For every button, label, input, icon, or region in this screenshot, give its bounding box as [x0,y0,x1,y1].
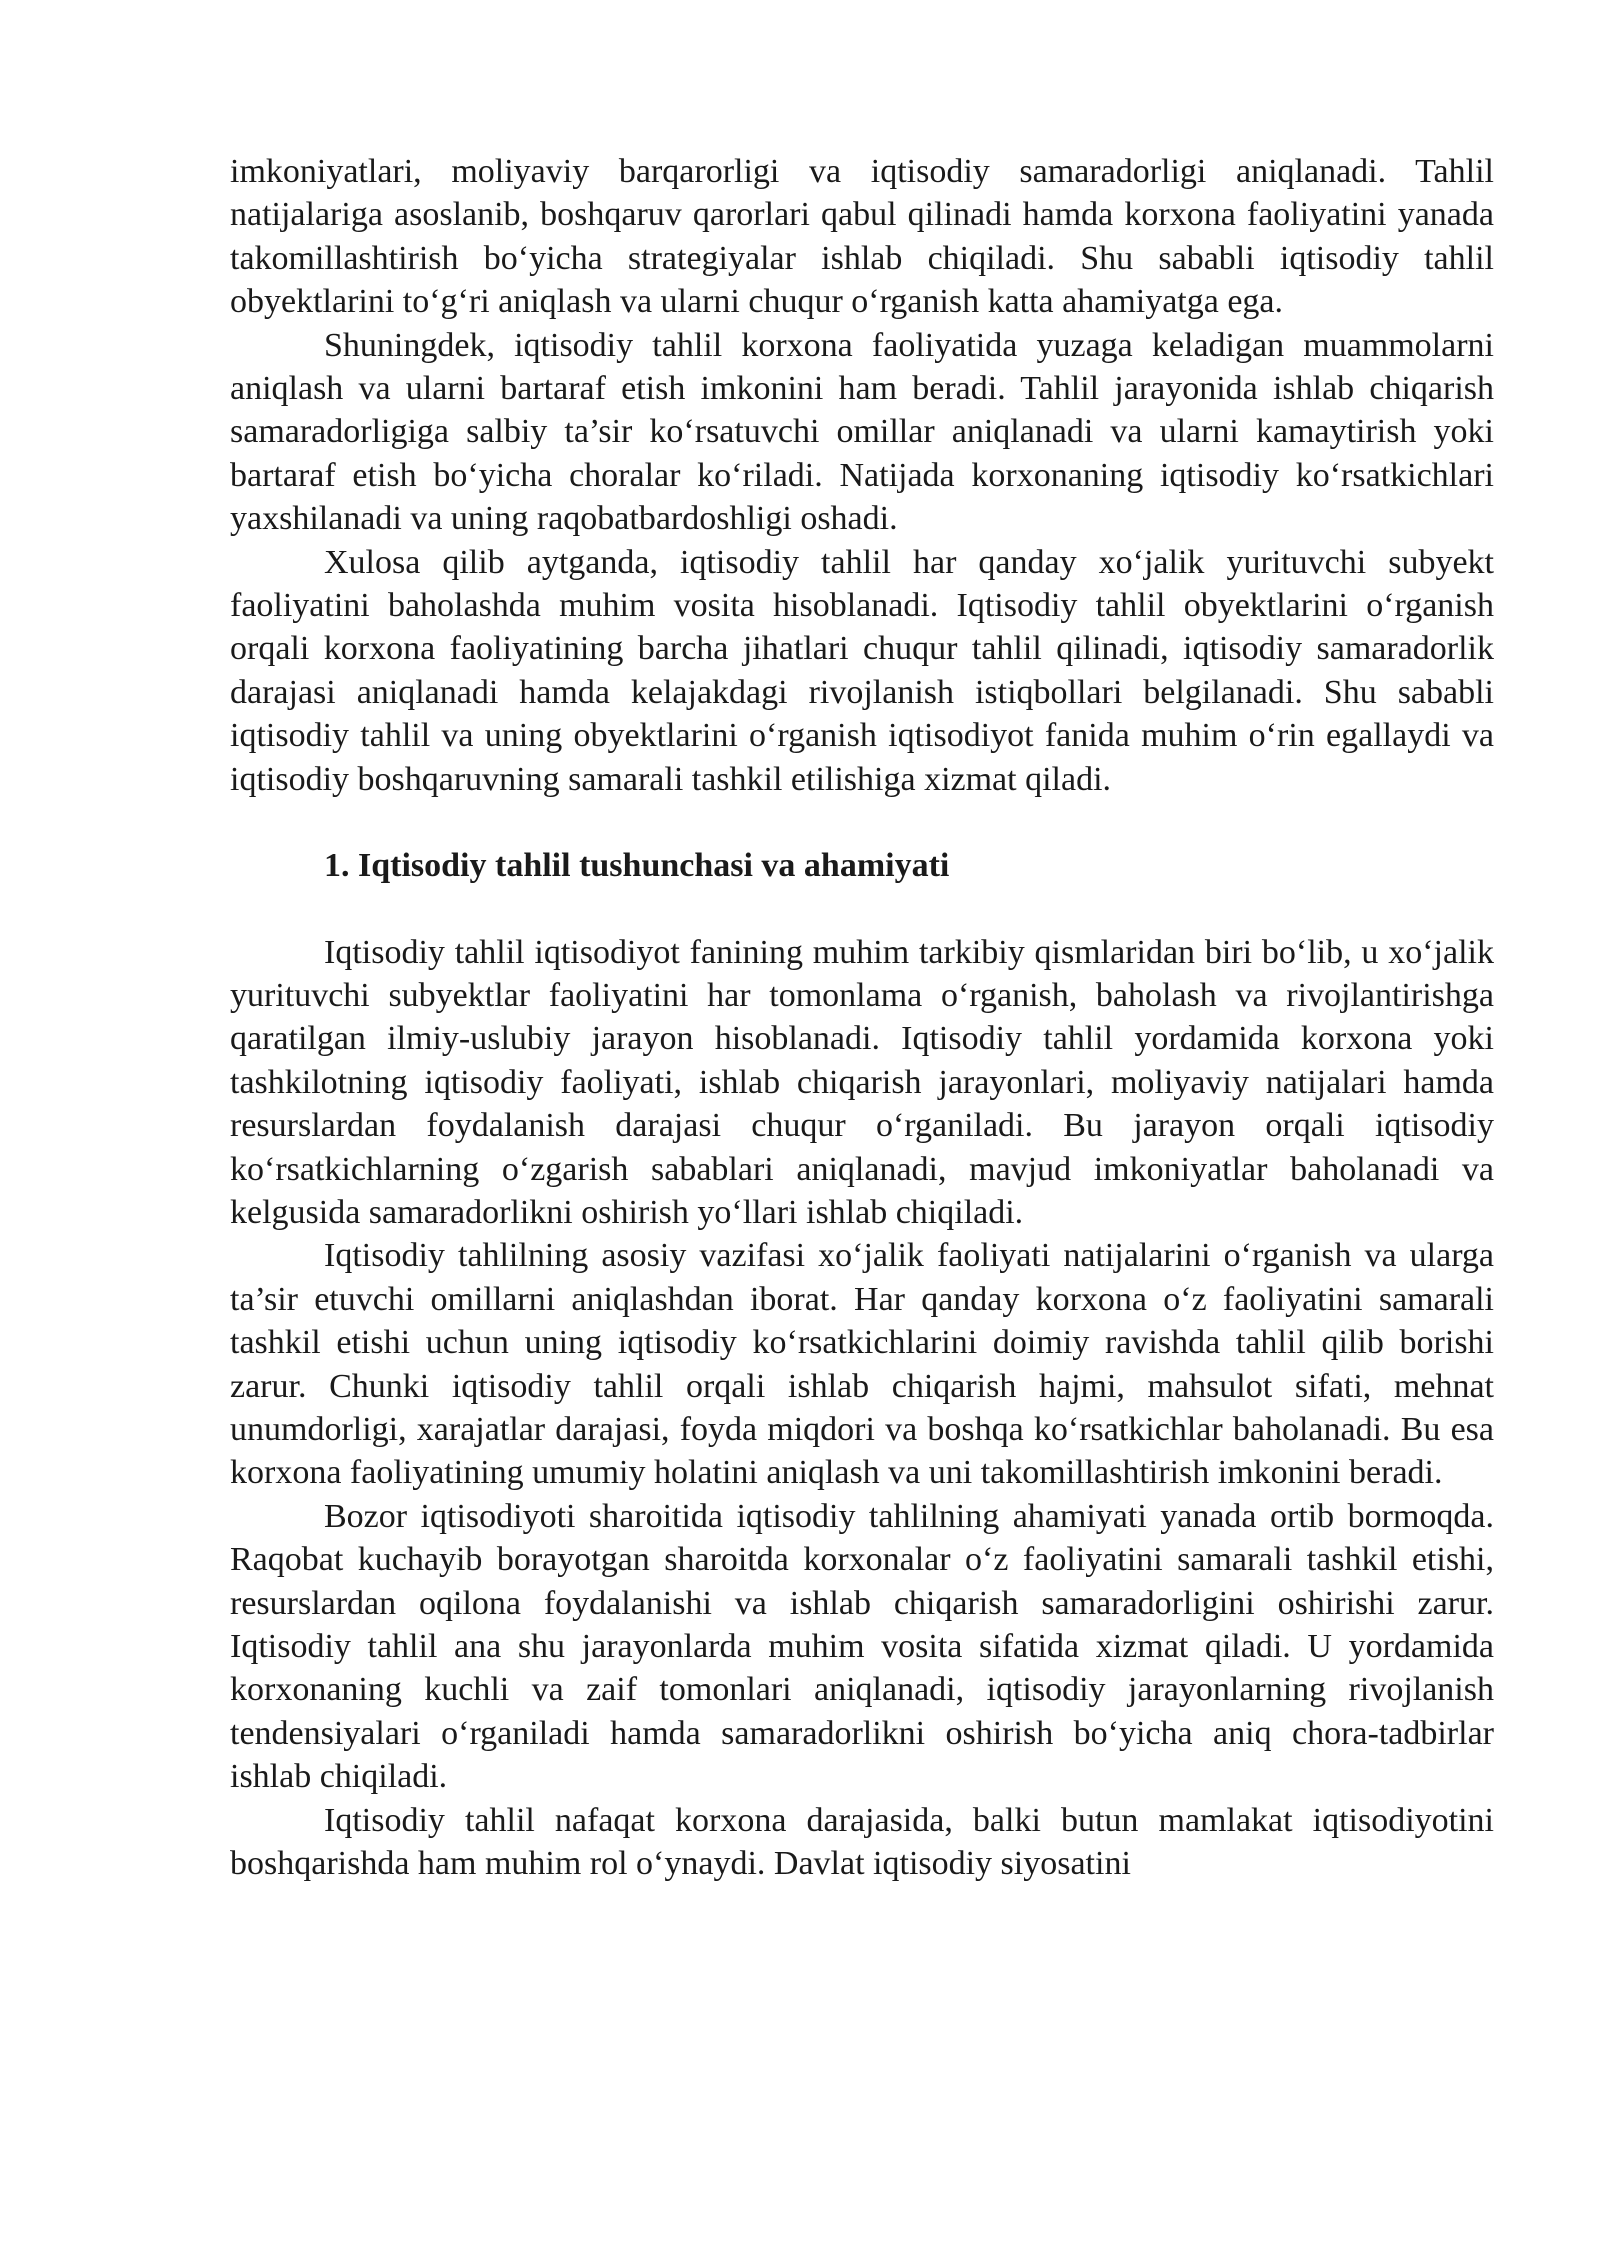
paragraph-definition: Iqtisodiy tahlil iqtisodiyot fanining muhim tarkibiy qismlaridan biri bo‘lib, u xo‘jalik yurituvchi subyektlar faoliyatini har tomonlama o‘rganish, baholash va rivojlantirishga qaratilgan ilmiy-uslubiy jarayon hisoblanadi. Iqtisodiy tahlil yordamida korxona yoki tashkilotning iqtisodiy faoliyati, ishlab chiqarish jarayonlari, moliyaviy natijalari hamda resurslardan foydalanish darajasi chuqur o‘rganiladi. Bu jarayon orqali iqtisodiy ko‘rsatkichlarning o‘zgarish sabablari aniqlanadi, mavjud imkoniyatlar baholanadi va kelgusida samaradorlikni oshirish yo‘llari ishlab chiqiladi. [230,933,1494,1231]
paragraph-conclusion: Xulosa qilib aytganda, iqtisodiy tahlil har qanday xo‘jalik yurituvchi subyekt faoliyatini baholashda muhim vosita hisoblanadi. Iqtisodiy tahlil obyektlarini o‘rganish orqali korxona faoliyatining barcha jihatlari chuqur tahlil qilinadi, iqtisodiy samaradorlik darajasi aniqlanadi hamda kelajakdagi rivojlanish istiqbollari belgilanadi. Shu sababli iqtisodiy tahlil va uning obyektlarini o‘rganish iqtisodiyot fanida muhim o‘rin egallaydi va iqtisodiy boshqaruvning samarali tashkil etilishiga xizmat qiladi. [230,543,1494,798]
paragraph-main-task: Iqtisodiy tahlilning asosiy vazifasi xo‘jalik faoliyati natijalarini o‘rganish va ularga ta’sir etuvchi omillarni aniqlashdan iborat. Har qanday korxona o‘z faoliyatini samarali tashkil etishi uchun uning iqtisodiy ko‘rsatkichlarini doimiy ravishda tahlil qilib borishi zarur. Chunki iqtisodiy tahlil orqali ishlab chiqarish hajmi, mahsulot sifati, mehnat unumdorligi, xarajatlar darajasi, foyda miqdori va boshqa ko‘rsatkichlar baholanadi. Bu esa korxona faoliyatining umumiy holatini aniqlash va uni takomillashtirish imkonini beradi. [230,1237,1494,1492]
paragraph-continuation: imkoniyatlari, moliyaviy barqarorligi va iqtisodiy samaradorligi aniqlanadi. Tahlil natijalariga asoslanib, boshqaruv qarorlari qabul qilinadi hamda korxona faoliyatini yanada takomillashtirish bo‘yicha strategiyalar ishlab chiqiladi. Shu sababli iqtisodiy tahlil obyektlarini to‘g‘ri aniqlash va ularni chuqur o‘rganish katta ahamiyatga ega. [230,153,1494,321]
document-page [230,150,1494,1885]
paragraph-market-economy: Bozor iqtisodiyoti sharoitida iqtisodiy tahlilning ahamiyati yanada ortib bormoqda. Raqobat kuchayib borayotgan sharoitda korxonalar o‘z faoliyatini samarali tashkil etishi, resurslardan oqilona foydalanishi va ishlab chiqarish samaradorligini oshirishi zarur. Iqtisodiy tahlil ana shu jarayonlarda muhim vosita sifatida xizmat qiladi. U yordamida korxonaning kuchli va zaif tomonlari aniqlanadi, iqtisodiy jarayonlarning rivojlanish tendensiyalari o‘rganiladi hamda samaradorlikni oshirish bo‘yicha aniq chora-tadbirlar ishlab chiqiladi. [230,1497,1494,1796]
paragraph-problems: Shuningdek, iqtisodiy tahlil korxona faoliyatida yuzaga keladigan muammolarni aniqlash va ularni bartaraf etish imkonini ham beradi. Tahlil jarayonida ishlab chiqarish samaradorligiga salbiy ta’sir ko‘rsatuvchi omillar aniqlanadi va ularni kamaytirish yoki bartaraf etish bo‘yicha choralar ko‘riladi. Natijada korxonaning iqtisodiy ko‘rsatkichlari yaxshilanadi va uning raqobatbardoshligi oshadi. [230,326,1494,538]
paragraph-national-level: Iqtisodiy tahlil nafaqat korxona darajasida, balki butun mamlakat iqtisodiyotini boshqarishda ham muhim rol o‘ynaydi. Davlat iqtisodiy siyosatini [230,1801,1494,1883]
section-heading: 1. Iqtisodiy tahlil tushunchasi va ahamiyati [324,847,950,885]
